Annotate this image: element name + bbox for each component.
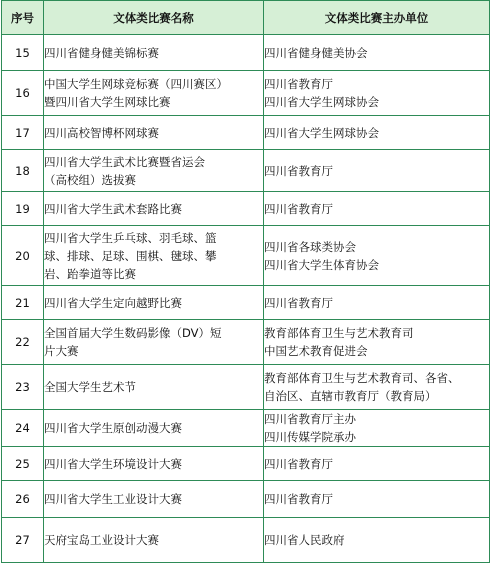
- competition-name-line: （高校组）选拔赛: [44, 172, 136, 187]
- organizer-line: 四川传媒学院承办: [264, 430, 356, 444]
- competition-name-line: 四川省健身健美锦标赛: [44, 45, 159, 60]
- table-row: [2, 150, 490, 192]
- competition-name-line: 中国大学生网球竞标赛（四川赛区）: [44, 77, 228, 91]
- competition-name-cell: [44, 447, 264, 481]
- competition-table-container: [1, 0, 489, 563]
- organizer-line: 四川省健身健美协会: [264, 45, 368, 60]
- competition-name-line: 四川省大学生武术套路比赛: [44, 201, 182, 216]
- competition-name-cell: [44, 481, 264, 518]
- organizer-line: 四川省教育厅主办: [264, 412, 356, 426]
- row-number: 17: [2, 116, 44, 150]
- table-row: [2, 365, 490, 410]
- organizer-cell: [264, 226, 490, 286]
- row-number: 15: [2, 35, 44, 71]
- competition-name-line: 四川省大学生原创动漫大赛: [44, 421, 182, 435]
- organizer-cell: [264, 481, 490, 518]
- competition-table: [1, 0, 490, 563]
- header-competition-name: 文体类比赛名称: [44, 1, 264, 35]
- organizer-line: 四川省大学生网球协会: [264, 95, 379, 109]
- competition-name-line: 四川省大学生定向越野比赛: [44, 295, 182, 310]
- row-number: 24: [2, 410, 44, 447]
- table-body: [2, 35, 490, 563]
- competition-name-line: 全国首届大学生数码影像（DV）短: [44, 326, 222, 340]
- organizer-cell: [264, 518, 490, 563]
- row-number: 27: [2, 518, 44, 563]
- row-number: 18: [2, 150, 44, 192]
- competition-name-cell: [44, 150, 264, 192]
- table-row: [2, 481, 490, 518]
- competition-name-line: 暨四川省大学生网球比赛: [44, 95, 171, 109]
- organizer-line: 自治区、直辖市教育厅（教育局）: [264, 389, 437, 403]
- organizer-cell: [264, 410, 490, 447]
- competition-name-line: 全国大学生艺术节: [44, 380, 136, 394]
- organizer-cell: [264, 286, 490, 320]
- row-number: 19: [2, 192, 44, 226]
- competition-name-cell: [44, 410, 264, 447]
- organizer-line: 四川省大学生网球协会: [264, 125, 379, 140]
- organizer-cell: [264, 447, 490, 481]
- table-row: [2, 320, 490, 365]
- table-row: [2, 116, 490, 150]
- organizer-line: 四川省教育厅: [264, 163, 333, 178]
- organizer-cell: [264, 116, 490, 150]
- competition-name-line: 四川省大学生工业设计大赛: [44, 492, 182, 506]
- row-number: 16: [2, 71, 44, 116]
- competition-name-line: 四川省大学生武术比赛暨省运会: [44, 154, 205, 169]
- row-number: 25: [2, 447, 44, 481]
- organizer-line: 四川省教育厅: [264, 295, 333, 310]
- organizer-cell: [264, 71, 490, 116]
- organizer-cell: [264, 365, 490, 410]
- table-header-row: [2, 1, 490, 35]
- competition-name-cell: [44, 320, 264, 365]
- competition-name-cell: [44, 192, 264, 226]
- organizer-cell: [264, 35, 490, 71]
- organizer-line: 四川省各球类协会: [264, 239, 356, 254]
- table-row: [2, 518, 490, 563]
- header-organizer: 文体类比赛主办单位: [264, 1, 490, 35]
- competition-name-line: 四川高校智博杯网球赛: [44, 125, 159, 140]
- organizer-cell: [264, 192, 490, 226]
- competition-name-line: 天府宝岛工业设计大赛: [44, 533, 159, 547]
- row-number: 26: [2, 481, 44, 518]
- organizer-line: 四川省教育厅: [264, 77, 333, 91]
- competition-name-line: 球、排球、足球、围棋、毽球、攀: [44, 248, 217, 263]
- organizer-line: 教育部体育卫生与艺术教育司: [264, 326, 414, 340]
- row-number: 23: [2, 365, 44, 410]
- organizer-line: 中国艺术教育促进会: [264, 344, 368, 358]
- table-row: [2, 35, 490, 71]
- competition-name-cell: [44, 226, 264, 286]
- competition-name-cell: [44, 365, 264, 410]
- competition-name-line: 岩、跆拳道等比赛: [44, 266, 136, 281]
- table-row: [2, 192, 490, 226]
- organizer-line: 四川省大学生体育协会: [264, 257, 379, 272]
- organizer-line: 四川省教育厅: [264, 456, 333, 471]
- competition-name-cell: [44, 35, 264, 71]
- organizer-line: 四川省教育厅: [264, 201, 333, 216]
- row-number: 20: [2, 226, 44, 286]
- competition-name-cell: [44, 116, 264, 150]
- competition-name-line: 四川省大学生乒乓球、羽毛球、篮: [44, 230, 217, 245]
- row-number: 22: [2, 320, 44, 365]
- competition-name-cell: [44, 518, 264, 563]
- table-row: [2, 410, 490, 447]
- table-row: [2, 71, 490, 116]
- competition-name-line: 四川省大学生环境设计大赛: [44, 456, 182, 471]
- organizer-line: 教育部体育卫生与艺术教育司、各省、: [264, 371, 460, 385]
- table-row: [2, 286, 490, 320]
- row-number: 21: [2, 286, 44, 320]
- organizer-line: 四川省人民政府: [264, 533, 345, 547]
- table-row: [2, 447, 490, 481]
- organizer-cell: [264, 320, 490, 365]
- table-row: [2, 226, 490, 286]
- organizer-line: 四川省教育厅: [264, 492, 333, 506]
- competition-name-line: 片大赛: [44, 344, 79, 358]
- organizer-cell: [264, 150, 490, 192]
- competition-name-cell: [44, 71, 264, 116]
- competition-name-cell: [44, 286, 264, 320]
- header-number: 序号: [2, 1, 44, 35]
